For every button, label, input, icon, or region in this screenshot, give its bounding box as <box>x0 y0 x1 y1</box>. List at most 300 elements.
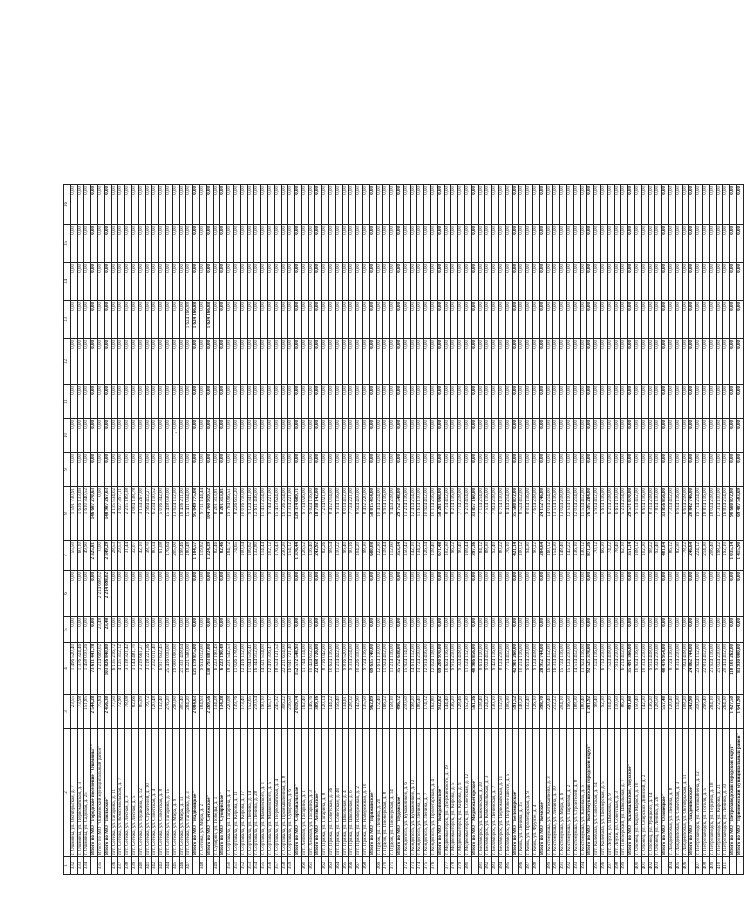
value-cell: 0,00 <box>696 385 703 419</box>
value-cell: 0,00 <box>186 419 193 453</box>
row-number-cell: 363 <box>329 857 336 875</box>
value-cell: 2 544,28 <box>91 695 98 729</box>
value-cell: 0,00 <box>702 339 709 385</box>
value-cell: 0,00 <box>716 185 723 225</box>
value-cell: 0,00 <box>220 339 227 385</box>
value-cell: 0,00 <box>240 571 247 617</box>
value-cell: 0,00 <box>641 339 648 385</box>
value-cell: 42 901 260,00 <box>512 643 519 695</box>
value-cell: 49,90 <box>84 541 91 571</box>
value-cell: 0,00 <box>199 225 206 263</box>
value-cell: 0,00 <box>118 385 125 419</box>
value-cell: 220,40 <box>546 695 553 729</box>
value-cell: 0,00 <box>349 263 356 301</box>
value-cell: 0,00 <box>199 385 206 419</box>
value-cell: 0,00 <box>363 571 370 617</box>
value-cell: 0,00 <box>594 339 601 385</box>
value-cell: 0,00 <box>77 453 84 487</box>
value-cell: 7 724 221,00 <box>349 487 356 541</box>
value-cell: 0,00 <box>118 339 125 385</box>
value-cell: 0,00 <box>587 263 594 301</box>
address-cell: г. Костомукша, ул. Парковая, д. 2 <box>566 729 573 857</box>
value-cell: 0,00 <box>91 453 98 487</box>
value-cell: 12 611 436,00 <box>254 487 261 541</box>
value-cell: 82,46 <box>213 541 220 571</box>
value-cell: 29,53 <box>118 541 125 571</box>
value-cell: 0,00 <box>254 617 261 643</box>
table-row <box>220 185 227 875</box>
value-cell: 0,00 <box>179 185 186 225</box>
value-cell: 0,00 <box>607 339 614 385</box>
value-cell: 0,00 <box>539 617 546 643</box>
column-header: 1 <box>64 857 71 875</box>
value-cell: 11 214 116,00 <box>390 643 397 695</box>
value-cell: 0,00 <box>648 419 655 453</box>
value-cell: 0,00 <box>696 339 703 385</box>
table-row <box>662 185 669 875</box>
value-cell: 8 124 210,00 <box>499 643 506 695</box>
value-cell: 118,40 <box>478 695 485 729</box>
value-cell: 114,30 <box>675 695 682 729</box>
value-cell: 0,00 <box>213 263 220 301</box>
value-cell: 20 414 412,00 <box>723 643 730 695</box>
table-row <box>397 185 404 875</box>
value-cell: 0,00 <box>641 185 648 225</box>
value-cell: 0,00 <box>159 617 166 643</box>
value-cell: 0,00 <box>634 385 641 419</box>
value-cell: 0,00 <box>573 453 580 487</box>
value-cell: 0,00 <box>614 263 621 301</box>
value-cell: 0,00 <box>363 385 370 419</box>
value-cell: 0,00 <box>519 263 526 301</box>
value-cell: 162,80 <box>431 695 438 729</box>
value-cell: 0,00 <box>458 453 465 487</box>
value-cell: 0,00 <box>655 339 662 385</box>
value-cell: 0,00 <box>424 301 431 339</box>
value-cell: 0,00 <box>356 225 363 263</box>
value-cell: 0,00 <box>91 617 98 643</box>
value-cell: 0,00 <box>587 225 594 263</box>
table-row <box>730 185 737 875</box>
value-cell: 0,00 <box>553 339 560 385</box>
table-row <box>390 185 397 875</box>
value-cell: 0,00 <box>356 263 363 301</box>
value-cell: 9 744 221,00 <box>267 487 274 541</box>
value-cell: 0,00 <box>723 263 730 301</box>
value-cell: 0,00 <box>165 385 172 419</box>
value-cell: 0,00 <box>349 385 356 419</box>
value-cell: 0,00 <box>70 571 77 617</box>
value-cell: 11 614 110,00 <box>417 487 424 541</box>
row-number-cell <box>91 857 98 875</box>
value-cell: 0,00 <box>499 263 506 301</box>
value-cell: 309,16 <box>315 695 322 729</box>
value-cell: 12 414 214,00 <box>410 487 417 541</box>
value-cell: 0,00 <box>424 617 431 643</box>
value-cell: 0,00 <box>451 225 458 263</box>
value-cell: 136,20 <box>451 695 458 729</box>
value-cell: 0,00 <box>193 453 200 487</box>
value-cell: 0,00 <box>628 419 635 453</box>
value-cell: 0,00 <box>553 385 560 419</box>
value-cell: 0,00 <box>451 339 458 385</box>
value-cell: 220,08 <box>227 695 234 729</box>
value-cell: 38,70 <box>145 541 152 571</box>
value-cell: 0,00 <box>723 385 730 419</box>
row-number-cell: 383 <box>492 857 499 875</box>
row-number-cell: 381 <box>478 857 485 875</box>
table-row <box>410 185 417 875</box>
value-cell: 0,00 <box>315 385 322 419</box>
value-cell: 0,00 <box>696 185 703 225</box>
address-cell: г. Лахденпохья, ул. Советская, д. 3 <box>675 729 682 857</box>
value-cell: 0,00 <box>512 225 519 263</box>
value-cell: 0,00 <box>254 185 261 225</box>
value-cell: 0,00 <box>206 185 213 225</box>
value-cell: 0,00 <box>403 301 410 339</box>
row-number-cell: 399 <box>621 857 628 875</box>
value-cell: 134,28 <box>220 695 227 729</box>
value-cell: 106,30 <box>505 695 512 729</box>
value-cell: 18 024 218,00 <box>709 487 716 541</box>
value-cell: 119,82 <box>199 541 206 571</box>
value-cell: 0,00 <box>437 453 444 487</box>
address-cell: г. Костомукша, ул. Мира, д. 6 <box>560 729 567 857</box>
value-cell: 102,30 <box>641 541 648 571</box>
value-cell: 76 595 284,00 <box>587 487 594 541</box>
value-cell: 1 610 340,52 <box>84 487 91 541</box>
value-cell: 0,00 <box>267 617 274 643</box>
value-cell: 0,00 <box>485 225 492 263</box>
value-cell: 0,00 <box>390 419 397 453</box>
value-cell: 196,50 <box>566 695 573 729</box>
value-cell: 0,00 <box>397 339 404 385</box>
value-cell: 0,00 <box>315 225 322 263</box>
value-cell: 0,00 <box>363 617 370 643</box>
value-cell: 0,00 <box>233 225 240 263</box>
value-cell: 0,00 <box>322 339 329 385</box>
value-cell: 0,00 <box>689 419 696 453</box>
value-cell: 0,00 <box>254 301 261 339</box>
value-cell: 0,00 <box>145 301 152 339</box>
value-cell: 11 124 112,00 <box>465 643 472 695</box>
value-cell: 0,00 <box>682 419 689 453</box>
table-row <box>573 185 580 875</box>
value-cell: 0,00 <box>723 617 730 643</box>
table-row <box>417 185 424 875</box>
value-cell: 9 324 210,00 <box>655 643 662 695</box>
table-row <box>471 185 478 875</box>
value-cell: 0,00 <box>295 339 302 385</box>
value-cell: 0,00 <box>390 185 397 225</box>
value-cell: 0,00 <box>308 225 315 263</box>
value-cell: 0,00 <box>526 453 533 487</box>
value-cell: 0,00 <box>526 339 533 385</box>
value-cell: 1 458 010,26 <box>84 643 91 695</box>
value-cell: 0,00 <box>580 185 587 225</box>
value-cell: 132,80 <box>254 541 261 571</box>
table-row <box>315 185 322 875</box>
value-cell: 0,00 <box>172 571 179 617</box>
value-cell: 0,00 <box>349 185 356 225</box>
value-cell: 0,00 <box>431 263 438 301</box>
row-number-cell: 368 <box>363 857 370 875</box>
value-cell: 60,10 <box>77 541 84 571</box>
data-table <box>63 184 744 875</box>
row-number-cell <box>628 857 635 875</box>
value-cell: 284,20 <box>186 695 193 729</box>
value-cell: 0,00 <box>519 453 526 487</box>
address-cell: Итого по МО "Медвежьегорское" <box>471 729 478 857</box>
value-cell: 0,00 <box>539 339 546 385</box>
address-cell: г. Сортавала, ул. Маяковского, д. 5 <box>267 729 274 857</box>
value-cell: 173,40 <box>240 695 247 729</box>
value-cell: 0,00 <box>492 571 499 617</box>
value-cell: 491,60 <box>628 695 635 729</box>
value-cell: 158,10 <box>390 695 397 729</box>
value-cell: 0,00 <box>478 263 485 301</box>
value-cell: 0,00 <box>587 571 594 617</box>
value-cell: 0,00 <box>410 263 417 301</box>
value-cell: 0,00 <box>186 339 193 385</box>
row-number-cell: 335 <box>97 857 104 875</box>
value-cell: 0,00 <box>288 225 295 263</box>
value-cell: 0,00 <box>662 419 669 453</box>
address-cell: Итого по МО "Надвоицкое" <box>193 729 200 857</box>
value-cell: 58 281 068,00 <box>437 487 444 541</box>
value-cell: 0,00 <box>84 225 91 263</box>
value-cell: 0,00 <box>648 185 655 225</box>
value-cell: 0,00 <box>111 339 118 385</box>
row-number-cell: 346 <box>179 857 186 875</box>
value-cell: 0,00 <box>696 571 703 617</box>
value-cell: 0,00 <box>274 617 281 643</box>
value-cell: 0,00 <box>437 419 444 453</box>
value-cell: 0,00 <box>199 571 206 617</box>
value-cell: 121 179 875,00 <box>193 643 200 695</box>
address-cell: г. Сегежа, ул. Мира, д. 2 <box>199 729 206 857</box>
value-cell: 80,34 <box>152 541 159 571</box>
value-cell: 90,40 <box>458 541 465 571</box>
value-cell: 24 152 746,00 <box>539 487 546 541</box>
value-cell: 0,00 <box>172 419 179 453</box>
value-cell: 305,40 <box>179 695 186 729</box>
value-cell: 0,00 <box>356 571 363 617</box>
value-cell: 0,00 <box>186 225 193 263</box>
value-cell: 224,12 <box>696 541 703 571</box>
value-cell: 0,00 <box>417 419 424 453</box>
table-row <box>614 185 621 875</box>
value-cell: 0,00 <box>634 617 641 643</box>
table-row <box>682 185 689 875</box>
value-cell: 110,50 <box>614 695 621 729</box>
row-number-cell: 395 <box>594 857 601 875</box>
row-number-cell: 378 <box>451 857 458 875</box>
value-cell: 0,00 <box>499 419 506 453</box>
table-row <box>526 185 533 875</box>
value-cell: 11 413 214,00 <box>261 487 268 541</box>
value-cell: 0,00 <box>159 385 166 419</box>
value-cell: 0,00 <box>369 185 376 225</box>
value-cell: 0,00 <box>97 487 104 541</box>
value-cell: 0,00 <box>383 617 390 643</box>
value-cell: 0,00 <box>675 339 682 385</box>
value-cell: 0,00 <box>91 419 98 453</box>
value-cell: 29 752 548,00 <box>397 487 404 541</box>
value-cell: 120,40 <box>668 695 675 729</box>
value-cell: 0,00 <box>465 385 472 419</box>
value-cell: 0,00 <box>526 263 533 301</box>
value-cell: 0,00 <box>628 301 635 339</box>
value-cell: 0,00 <box>261 571 268 617</box>
value-cell: 0,00 <box>485 185 492 225</box>
value-cell: 0,00 <box>431 419 438 453</box>
address-cell: пгт. Пряжа, ул. Советская, д. 40 <box>335 729 342 857</box>
value-cell: 0,00 <box>363 453 370 487</box>
value-cell: 0,00 <box>363 185 370 225</box>
value-cell: 58 015 414,00 <box>369 487 376 541</box>
value-cell: 0,00 <box>254 385 261 419</box>
value-cell: 152 572 548,93 <box>295 643 302 695</box>
value-cell: 92,30 <box>600 695 607 729</box>
value-cell: 8 724 116,00 <box>668 643 675 695</box>
value-cell: 0,00 <box>281 571 288 617</box>
value-cell: 0,00 <box>526 571 533 617</box>
value-cell: 0,00 <box>261 385 268 419</box>
value-cell: 0,00 <box>213 419 220 453</box>
value-cell: 0,00 <box>546 385 553 419</box>
value-cell: 0,00 <box>70 301 77 339</box>
value-cell: 0,00 <box>526 225 533 263</box>
table-row <box>301 185 308 875</box>
value-cell: 0,00 <box>342 225 349 263</box>
value-cell: 0,00 <box>322 301 329 339</box>
value-cell: 0,00 <box>233 419 240 453</box>
value-cell: 0,00 <box>376 419 383 453</box>
value-cell: 0,00 <box>580 339 587 385</box>
row-number-cell <box>662 857 669 875</box>
value-cell: 0,00 <box>546 617 553 643</box>
value-cell: 0,00 <box>233 453 240 487</box>
value-cell: 0,00 <box>335 301 342 339</box>
table-row <box>335 185 342 875</box>
value-cell: 0,00 <box>736 617 743 643</box>
value-cell: 0,00 <box>655 419 662 453</box>
value-cell: 0,00 <box>485 419 492 453</box>
value-cell: 0,00 <box>295 263 302 301</box>
value-cell: 0,00 <box>213 225 220 263</box>
value-cell: 0,00 <box>730 225 737 263</box>
value-cell: 0,00 <box>288 571 295 617</box>
value-cell: 0,00 <box>587 339 594 385</box>
value-cell: 40 986 856,00 <box>471 643 478 695</box>
value-cell: 0,00 <box>138 339 145 385</box>
value-cell: 0,00 <box>730 263 737 301</box>
row-number-cell: 348 <box>199 857 206 875</box>
value-cell: 0,00 <box>165 263 172 301</box>
value-cell: 0,00 <box>526 185 533 225</box>
value-cell: 0,00 <box>594 617 601 643</box>
address-cell: г. Петрозаводск, ул. Антикайнена, д. 12 <box>696 729 703 857</box>
address-cell: г. Петрозаводск, ул. Гоголя, д. 5 <box>702 729 709 857</box>
value-cell: 0,00 <box>274 185 281 225</box>
value-cell: 0,00 <box>220 301 227 339</box>
value-cell: 0,00 <box>322 385 329 419</box>
value-cell: 0,00 <box>478 571 485 617</box>
row-number-cell: 396 <box>600 857 607 875</box>
value-cell: 1 224,39 <box>206 541 213 571</box>
table-row <box>77 185 84 875</box>
value-cell: 0,00 <box>485 571 492 617</box>
value-cell: 0,00 <box>458 385 465 419</box>
value-cell: 190,10 <box>261 695 268 729</box>
value-cell: 0,00 <box>451 617 458 643</box>
value-cell: 0,00 <box>356 301 363 339</box>
value-cell: 0,00 <box>424 339 431 385</box>
value-cell: 0,00 <box>193 225 200 263</box>
value-cell: 0,00 <box>499 225 506 263</box>
value-cell: 0,00 <box>417 185 424 225</box>
value-cell: 9 124 341,00 <box>247 487 254 541</box>
value-cell: 0,00 <box>492 263 499 301</box>
value-cell: 0,00 <box>288 301 295 339</box>
value-cell: 557,40 <box>662 695 669 729</box>
value-cell: 0,00 <box>410 419 417 453</box>
table-row <box>152 185 159 875</box>
value-cell: 0,00 <box>410 301 417 339</box>
value-cell: 0,00 <box>165 225 172 263</box>
value-cell: 0,00 <box>240 185 247 225</box>
value-cell: 0,00 <box>349 617 356 643</box>
value-cell: 13 314 221,00 <box>288 487 295 541</box>
row-number-cell <box>437 857 444 875</box>
value-cell: 0,00 <box>736 225 743 263</box>
value-cell: 0,00 <box>607 419 614 453</box>
value-cell: 0,00 <box>274 571 281 617</box>
value-cell: 19 726 214,00 <box>281 487 288 541</box>
value-cell: 0,00 <box>363 263 370 301</box>
value-cell: 0,00 <box>206 453 213 487</box>
value-cell: 154,12 <box>288 541 295 571</box>
value-cell: 0,00 <box>566 225 573 263</box>
value-cell: 104 760 919,52 <box>206 487 213 541</box>
value-cell: 0,00 <box>730 571 737 617</box>
value-cell: 33 856 856,00 <box>662 487 669 541</box>
value-cell: 0,00 <box>709 301 716 339</box>
address-cell: г. Ошмяны, ул. Октябрьская, д. 7 <box>70 729 77 857</box>
row-number-cell <box>689 857 696 875</box>
value-cell: 0,00 <box>580 617 587 643</box>
value-cell: 95 049 775,08 <box>193 487 200 541</box>
value-cell: 0,00 <box>634 419 641 453</box>
value-cell: 0,00 <box>288 339 295 385</box>
value-cell: 0,00 <box>356 419 363 453</box>
value-cell: 0,00 <box>614 385 621 419</box>
address-cell: Итого по МО "Калевальское, Лоухское" <box>628 729 635 857</box>
value-cell: 0,00 <box>444 185 451 225</box>
value-cell: 0,00 <box>233 263 240 301</box>
value-cell: 19 714 214,00 <box>696 487 703 541</box>
value-cell: 0,00 <box>315 301 322 339</box>
value-cell: 0,00 <box>125 263 132 301</box>
value-cell: 0,00 <box>702 301 709 339</box>
value-cell: 198,22 <box>716 541 723 571</box>
table-row <box>329 185 336 875</box>
value-cell: 86,12 <box>668 541 675 571</box>
value-cell: 0,00 <box>118 185 125 225</box>
value-cell: 0,00 <box>118 263 125 301</box>
value-cell: 0,00 <box>587 185 594 225</box>
